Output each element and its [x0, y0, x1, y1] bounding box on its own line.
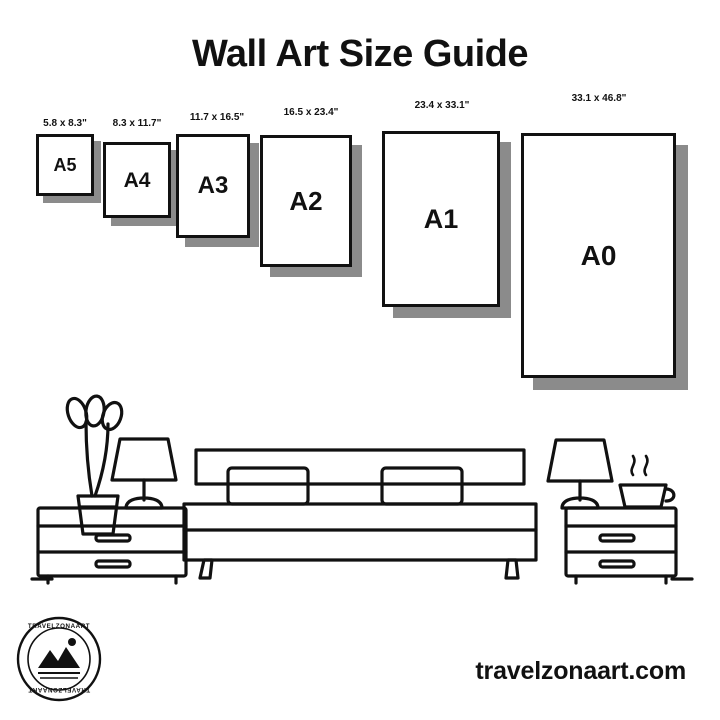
frame-a5-label: A5 — [53, 155, 77, 175]
logo-text-bottom: TRAVELZONAART — [27, 686, 91, 693]
frame-a3-dimension: 11.7 x 16.5" — [189, 112, 245, 123]
drawer-handle-right-bottom — [600, 561, 634, 567]
pillow-right — [382, 468, 462, 504]
pillow-left — [228, 468, 308, 504]
nightstand-right — [566, 508, 676, 583]
frame-a2-dimension: 16.5 x 23.4" — [283, 107, 339, 118]
page-title: Wall Art Size Guide — [191, 33, 529, 75]
frame-a0-label: A0 — [580, 239, 617, 271]
coffee-cup — [620, 456, 674, 507]
table-lamp-right — [548, 440, 612, 508]
bed-leg-left — [200, 560, 212, 578]
bed-leg-right — [506, 560, 518, 578]
frame-a1-dimension: 23.4 x 33.1" — [414, 100, 470, 111]
bed — [184, 450, 536, 578]
frame-a2-label: A2 — [289, 186, 323, 216]
logo-text-top: TRAVELZONAART — [27, 623, 91, 630]
frame-a5-dimension: 5.8 x 8.3" — [43, 118, 87, 129]
brand-logo — [16, 616, 102, 702]
frame-a5-box — [36, 134, 94, 196]
frame-a4-label: A4 — [123, 168, 151, 192]
frame-a0-box — [521, 133, 676, 378]
frame-a4-dimension: 8.3 x 11.7" — [112, 118, 162, 129]
frame-a4-box — [103, 142, 171, 218]
bedroom-scene — [0, 380, 720, 600]
frame-a3-box — [176, 134, 250, 238]
drawer-handle-left-top — [96, 535, 130, 541]
frame-a1-box — [382, 131, 500, 307]
frame-a2-box — [260, 135, 352, 267]
website-url: travelzonaart.com — [475, 657, 686, 685]
nightstand-left — [38, 508, 186, 583]
drawer-handle-left-bottom — [96, 561, 130, 567]
mountain-icon — [38, 638, 80, 678]
frame-a3-label: A3 — [197, 172, 229, 199]
frame-a1-label: A1 — [423, 203, 459, 234]
frame-a0-dimension: 33.1 x 46.8" — [571, 93, 627, 104]
bedroom-illustration — [0, 380, 720, 600]
table-lamp-left — [112, 439, 176, 508]
drawer-handle-right-top — [600, 535, 634, 541]
